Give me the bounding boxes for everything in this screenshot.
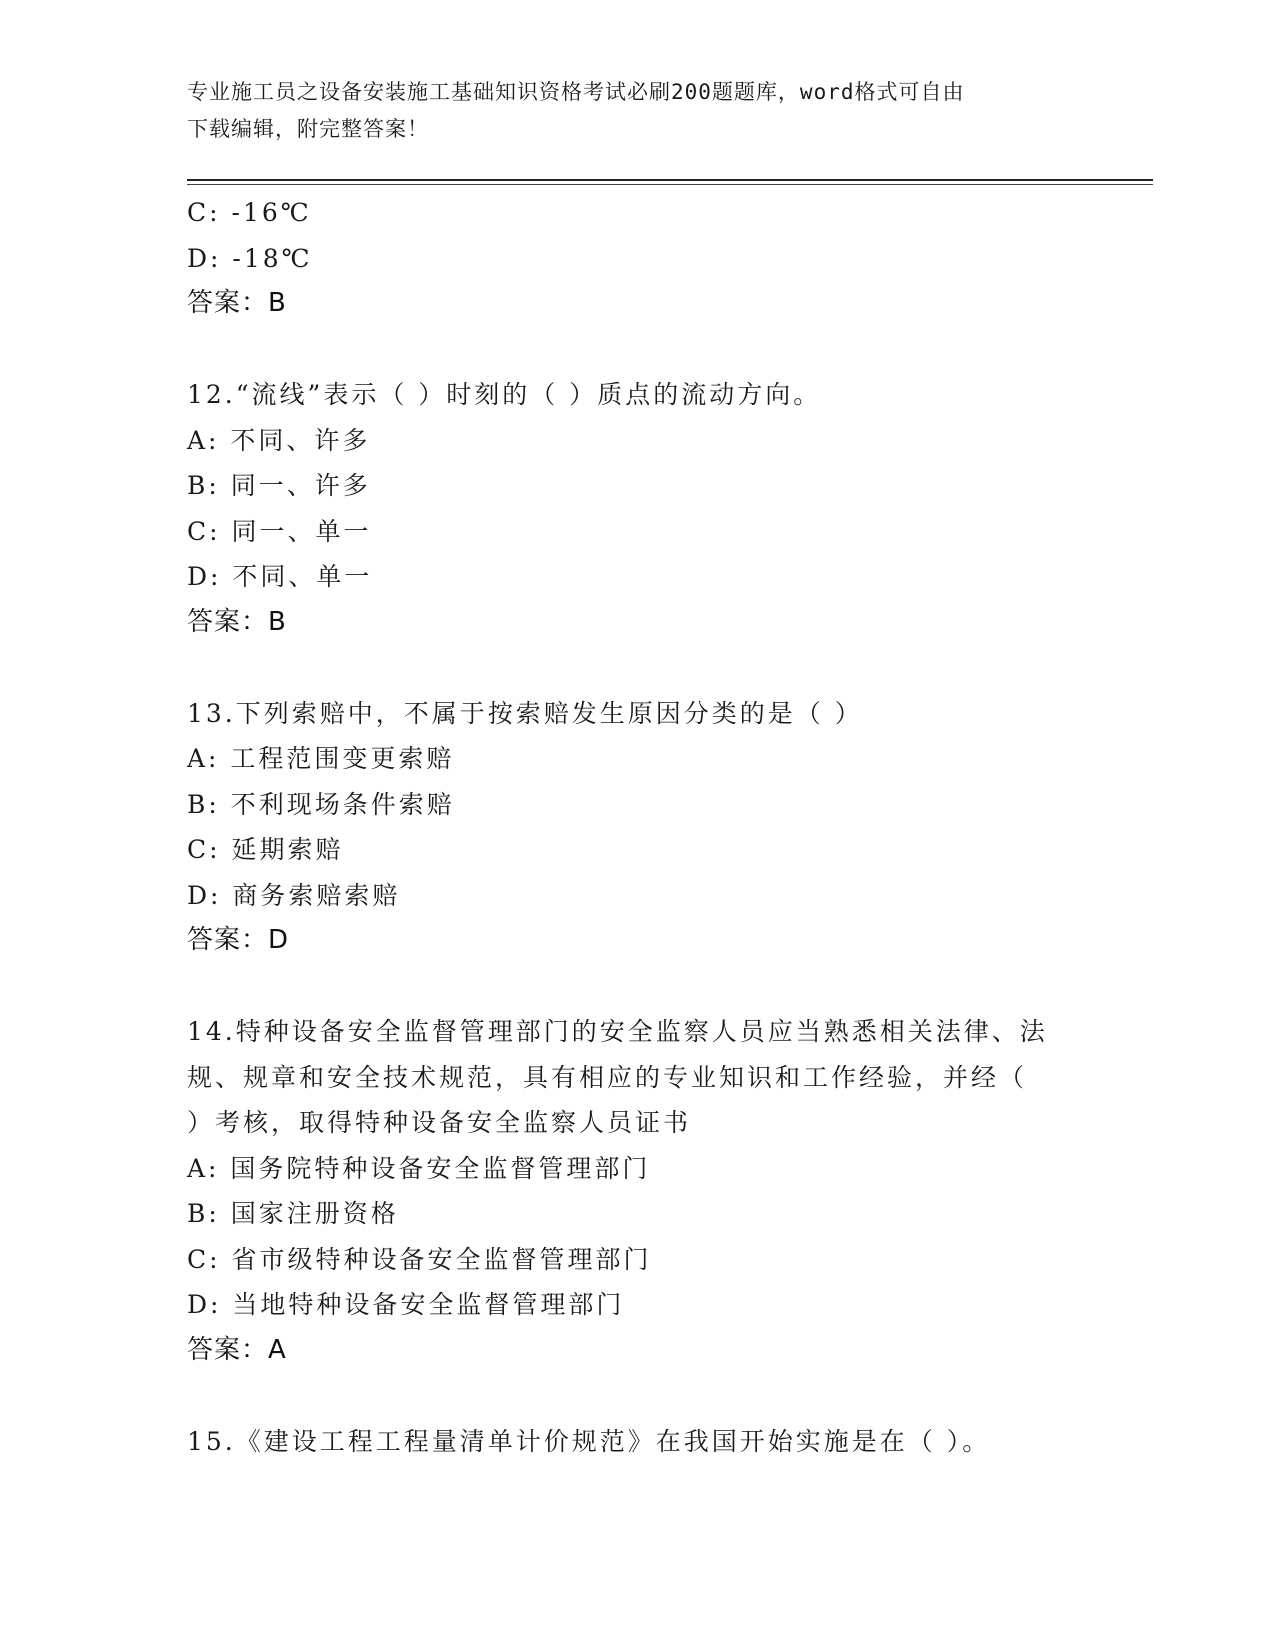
q14-answer: 答案：A (187, 1334, 287, 1365)
q12-answer: 答案：B (187, 606, 287, 637)
q12-option-b: B: 同一、许多 (187, 471, 371, 500)
header-divider-thin (187, 184, 1153, 185)
page-header (187, 74, 1067, 148)
q12-stem: 12.“流线”表示（ ）时刻的（ ）质点的流动方向。 (187, 380, 822, 409)
q13-option-c: C: 延期索赔 (187, 835, 344, 864)
q14-option-b: B: 国家注册资格 (187, 1199, 399, 1228)
q11-option-c: C: -16℃ (187, 198, 312, 227)
q12-option-d: D: 不同、单一 (187, 562, 373, 591)
header-line-1: 专业施工员之设备安装施工基础知识资格考试必刷200题题库，word格式可自由 (187, 80, 965, 104)
q13-option-b: B: 不利现场条件索赔 (187, 789, 455, 819)
question-list (187, 190, 1087, 1464)
q14-option-d: D: 当地特种设备安全监督管理部门 (187, 1290, 625, 1319)
q14-option-c: C: 省市级特种设备安全监督管理部门 (187, 1244, 652, 1274)
q13-option-d: D: 商务索赔索赔 (187, 880, 401, 910)
q14-stem-line-1: 14.特种设备安全监督管理部门的安全监察人员应当熟悉相关法律、法 (187, 1017, 1048, 1046)
q14-stem-line-2: 规、规章和安全技术规范，具有相应的专业知识和工作经验，并经（ (187, 1062, 1028, 1092)
header-divider-thick (187, 179, 1153, 181)
q14-stem-line-3: ）考核，取得特种设备安全监察人员证书 (187, 1108, 692, 1137)
q13-option-a: A: 工程范围变更索赔 (187, 744, 455, 773)
q15-stem: 15.《建设工程工程量清单计价规范》在我国开始实施是在（ ）。 (187, 1426, 991, 1456)
spacer (187, 964, 1087, 1010)
header-line-2: 下载编辑，附完整答案！ (187, 117, 429, 141)
q14-option-a: A: 国务院特种设备安全监督管理部门 (187, 1153, 651, 1183)
q11-option-d: D: -18℃ (187, 243, 313, 273)
q12-option-a: A: 不同、许多 (187, 425, 371, 455)
q13-answer: 答案：D (187, 925, 290, 955)
spacer (187, 645, 1087, 691)
q11-answer: 答案：B (187, 288, 287, 318)
q12-option-c: C: 同一、单一 (187, 516, 372, 546)
q13-stem: 13.下列索赔中，不属于按索赔发生原因分类的是（ ） (187, 698, 863, 728)
spacer (187, 1373, 1087, 1419)
spacer (187, 327, 1087, 373)
